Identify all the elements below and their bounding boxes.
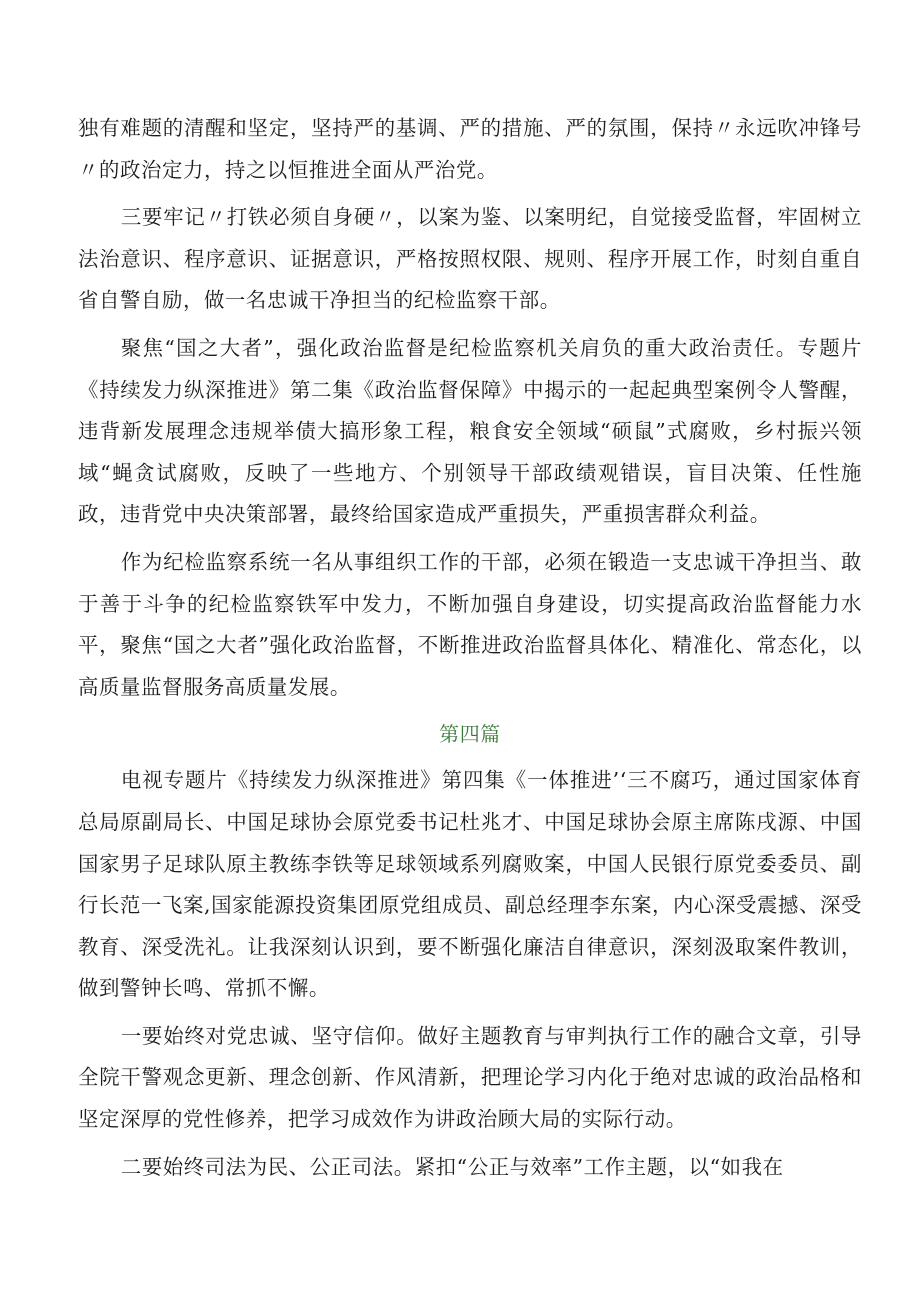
paragraph: 三要牢记〃打铁必须自身硬〃，以案为鉴、以案明纪，自觉接受监督，牢固树立法治意识、程序意识、证据意识，严格按照权限、规则、程序开展工作，时刻自重自省自警自励，做一名忠诚干净担当的纪检监察干部。 [78,205,862,313]
section-heading: 第四篇 [439,722,501,747]
paragraph: 聚焦“国之大者”，强化政治监督是纪检监察机关肩负的重大政治责任。专题片《持续发力纵深推进》第二集《政治监督保障》中揭示的一起起典型案例令人警醒，违背新发展理念违规举债大搞形象工程，粮食安全领域“硕鼠”式腐败，乡村振兴领域“蝇贪试腐败，反映了一些地方、个别领导干部政绩观错误，盲目决策、任性施政，违背党中央决策部署，最终给国家造成严重损失，严重损害群众利益。 [78,335,862,527]
paragraph: 一要始终对党忠诚、坚守信仰。做好主题教育与审判执行工作的融合文章，引导全院干警观念更新、理念创新、作风清新，把理论学习内化于绝对忠诚的政治品格和坚定深厚的党性修养，把学习成效作为讲政治顾大局的实际行动。 [78,1023,862,1132]
paragraph: 电视专题片《持续发力纵深推进》第四集《一体推进’‘三不腐巧，通过国家体育总局原副局长、中国足球协会原党委书记杜兆才、中国足球协会原主席陈戌源、中国国家男子足球队原主教练李铁等足球领域系列腐败案，中国人民银行原党委委员、副行长范一飞案,国家能源投资集团原党组成员、副总经理李东案，内心深受震撼、深受教育、深受洗礼。让我深刻认识到，要不断强化廉洁自律意识，深刻汲取案件教训，做到警钟长鸣、常抓不懈。 [78,768,862,1001]
paragraph-continued: 独有难题的清醒和坚定，坚持严的基调、严的措施、严的氛围，保持〃永远吹冲锋号〃的政治定力，持之以恒推进全面从严治党。 [78,116,862,182]
paragraph: 二要始终司法为民、公正司法。紧扣“公正与效率”工作主题，以“如我在 [120,1154,784,1179]
paragraph: 作为纪检监察系统一名从事组织工作的干部，必须在锻造一支忠诚干净担当、敢于善于斗争的纪检监察铁军中发力，不断加强自身建设，切实提高政治监督能力水平，聚焦“国之大者”强化政治监督，不断推进政治监督具体化、精准化、常态化，以高质量监督服务高质量发展。 [78,549,862,699]
